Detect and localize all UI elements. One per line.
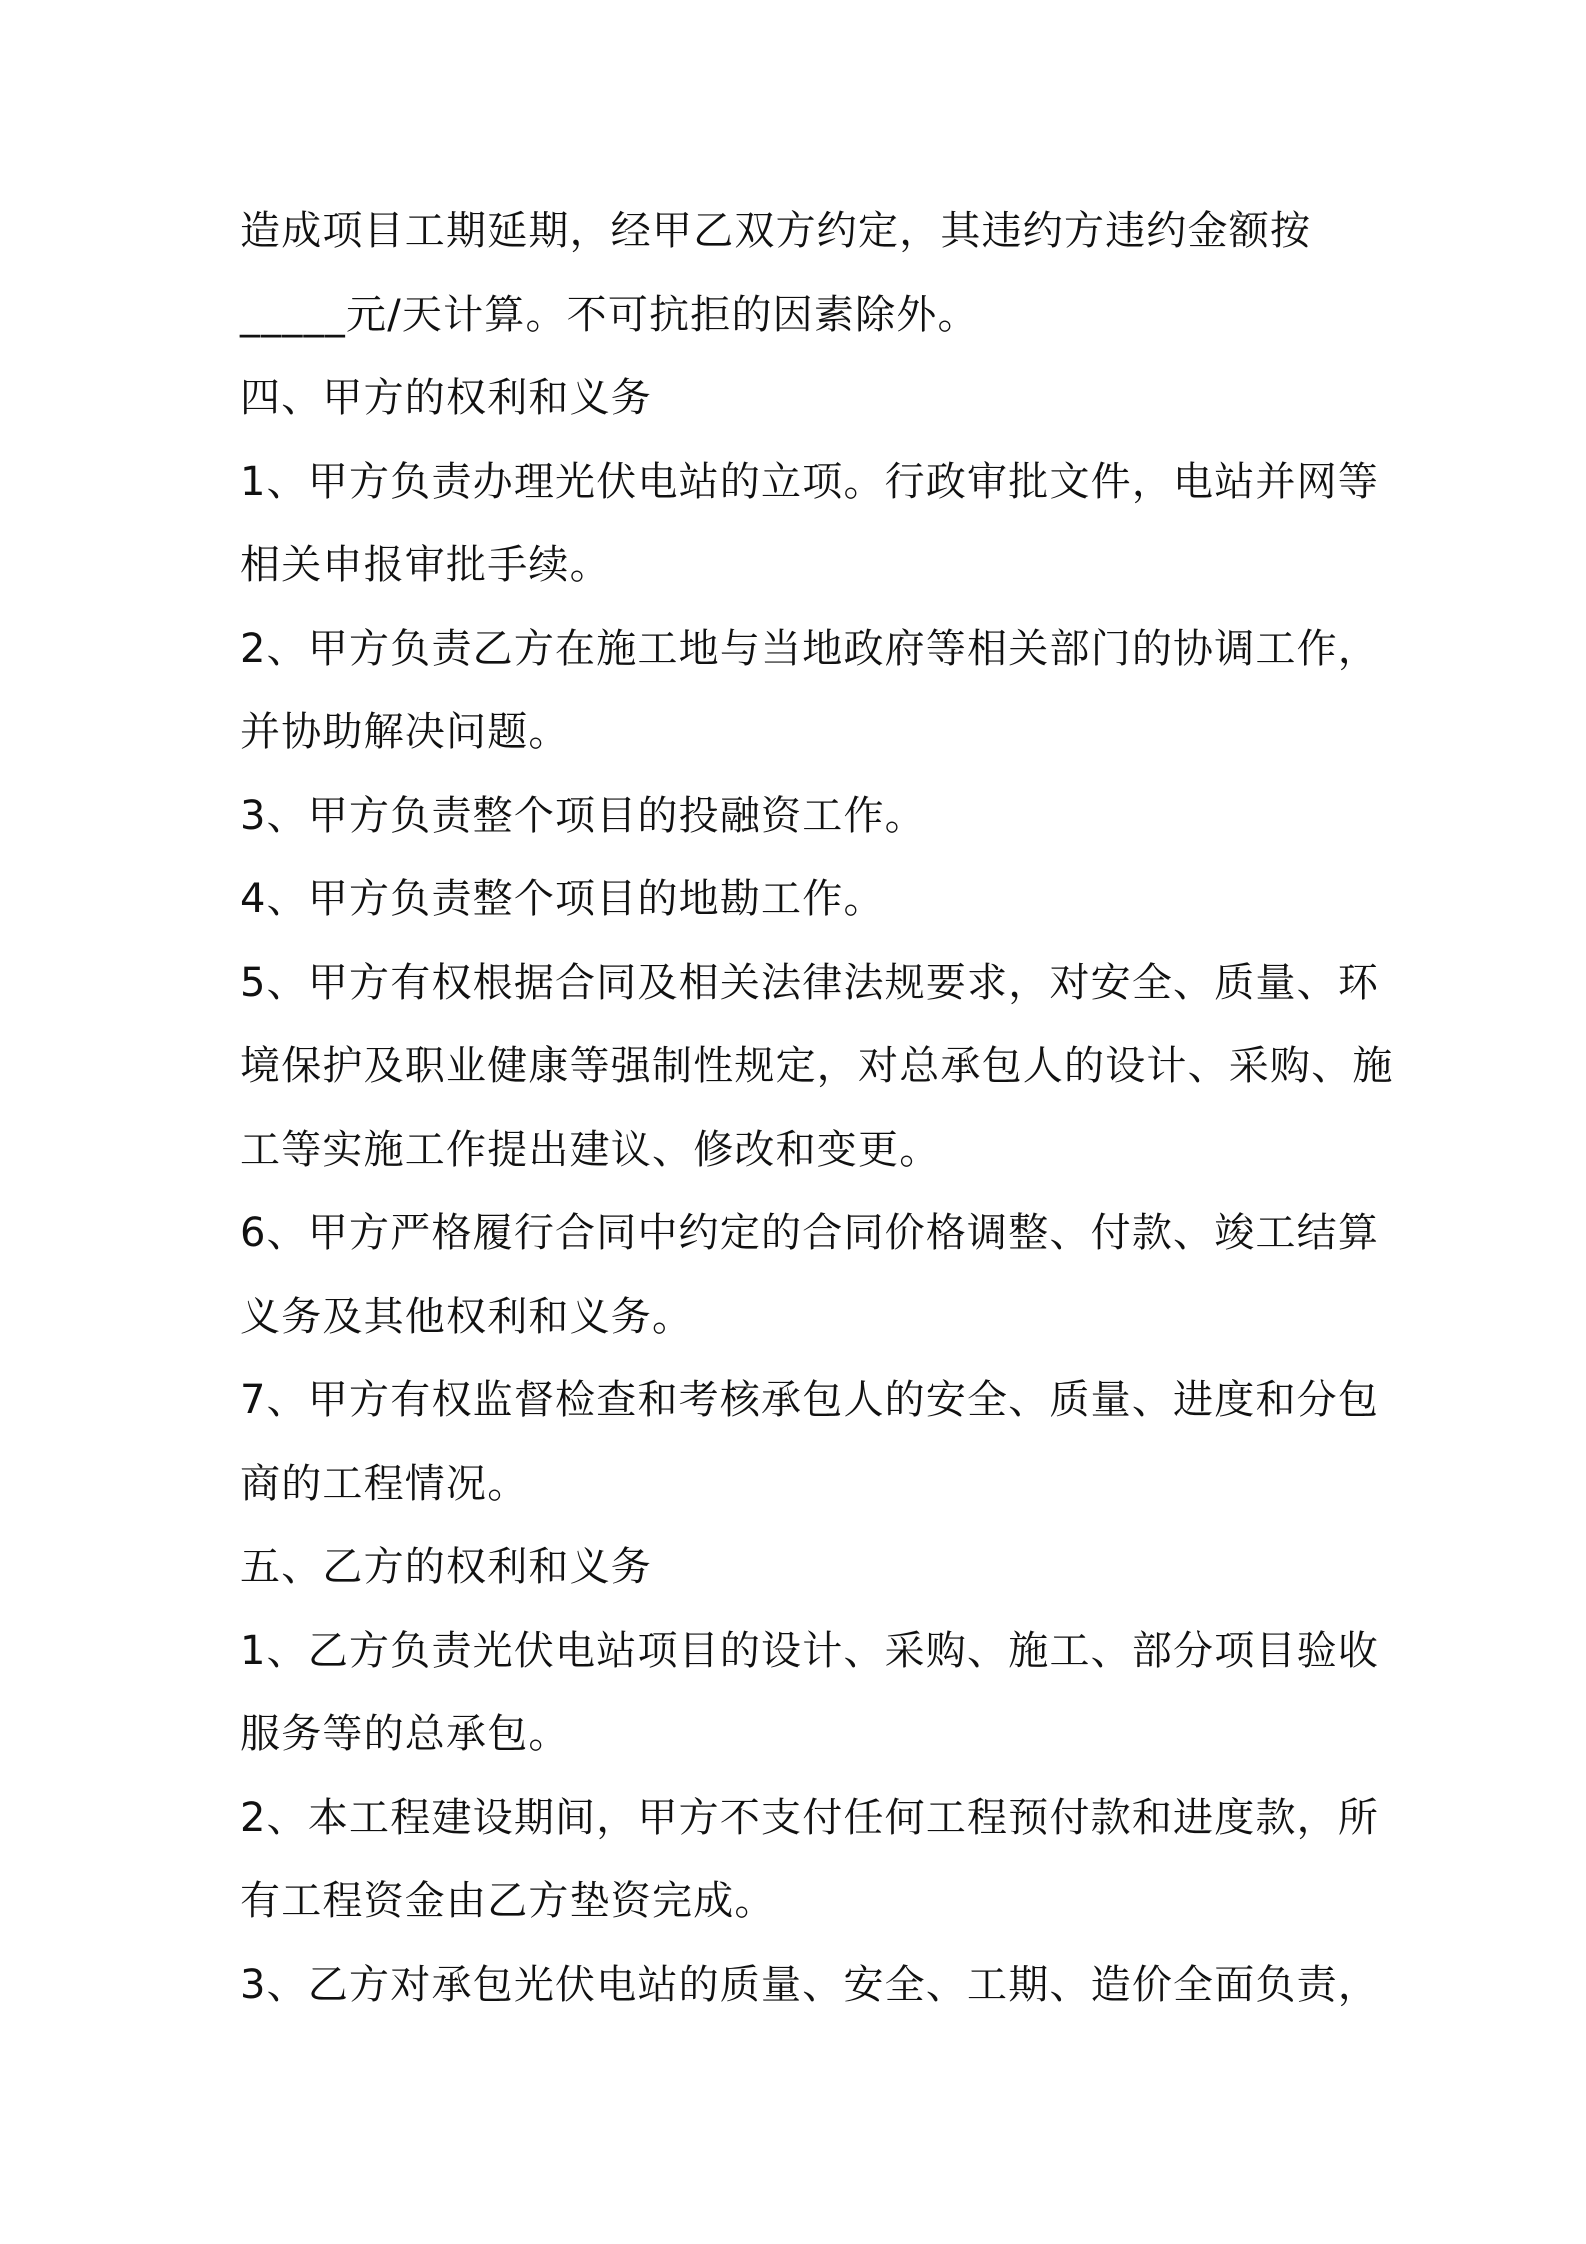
text-line: 境保护及职业健康等强制性规定，对总承包人的设计、采购、施: [240, 1043, 1394, 1089]
text-line: 2、本工程建设期间，甲方不支付任何工程预付款和进度款，所: [240, 1794, 1380, 1841]
text-line: 有工程资金由乙方垫资完成。: [240, 1878, 776, 1924]
text-line: 2、甲方负责乙方在施工地与当地政府等相关部门的协调工作，: [240, 625, 1380, 672]
text-line: 义务及其他权利和义务。: [240, 1293, 694, 1340]
text-line: 3、乙方对承包光伏电站的质量、安全、工期、造价全面负责，: [240, 1961, 1380, 2008]
text-line: _____元/天计算。不可抗拒的因素除外。: [240, 291, 979, 338]
text-line: 7、甲方有权监督检查和考核承包人的安全、质量、进度和分包: [240, 1377, 1380, 1423]
text-line: 服务等的总承包。: [240, 1711, 570, 1757]
text-line: 造成项目工期延期，经甲乙双方约定，其违约方违约金额按: [240, 208, 1312, 254]
text-line: 6、甲方严格履行合同中约定的合同价格调整、付款、竣工结算: [240, 1210, 1380, 1256]
section-heading: 五、乙方的权利和义务: [240, 1544, 652, 1590]
text-line: 1、乙方负责光伏电站项目的设计、采购、施工、部分项目验收: [240, 1627, 1380, 1674]
text-line: 3、甲方负责整个项目的投融资工作。: [240, 792, 926, 839]
document-body: [240, 190, 1394, 2027]
text-line: 商的工程情况。: [240, 1460, 529, 1507]
text-line: 1、甲方负责办理光伏电站的立项。行政审批文件，电站并网等: [240, 458, 1380, 505]
text-line: 4、甲方负责整个项目的地勘工作。: [240, 876, 885, 922]
text-line: 并协助解决问题。: [240, 709, 570, 755]
text-line: 工等实施工作提出建议、修改和变更。: [240, 1126, 941, 1173]
section-heading: 四、甲方的权利和义务: [240, 375, 652, 421]
text-line: 5、甲方有权根据合同及相关法律法规要求，对安全、质量、环: [240, 959, 1380, 1006]
text-line: 相关申报审批手续。: [240, 542, 611, 588]
